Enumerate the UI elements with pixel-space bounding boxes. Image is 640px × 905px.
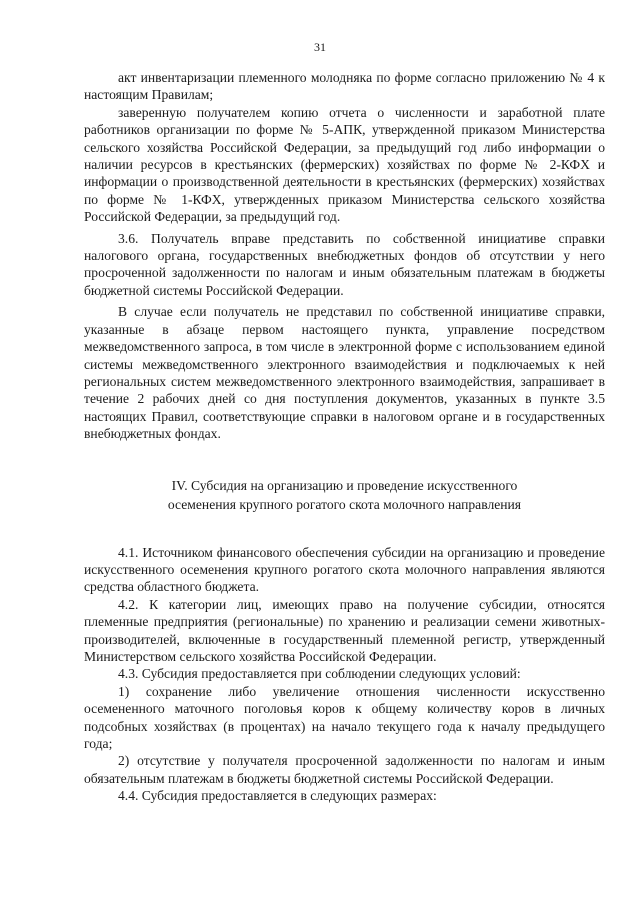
paragraph-interagency-request: В случае если получатель не представил по собственной инициативе справки, указанные в абзаце первом настоящего пункта, управление посредством межведомственного запроса, в том числе в электронной форме с использованием единой системы межведомственного электронного взаимодействия и подключаемых к ней региональных систем межведомственного электронного взаимодействия, запрашивает в течение 2 рабочих дней со дня поступления документов, указанных в пункте 3.5 настоящих Правил, соответствующие справки в налоговом органе и в государственных внебюджетных фондах.	[84, 304, 605, 442]
section-heading-line-1: IV. Субсидия на организацию и проведение искусственного	[171, 477, 518, 493]
paragraph-salary-report: заверенную получателем копию отчета о численности и заработной плате работников организации по форме № 5-АПК, утвержденной приказом Министерства сельского хозяйства Российской Федерации, за предыдущий год либо информации о наличии ресурсов в крестьянских (фермерских) хозяйствах по форме № 2-КФХ и информации о производственной деятельности в крестьянских (фермерских) хозяйствах по форме № 1-КФХ, утвержденных приказом Министерства сельского хозяйства Российской Федерации, за предыдущий год.	[84, 104, 605, 225]
paragraph-condition-2: 2) отсутствие у получателя просроченной задолженности по налогам и иным обязательным платежам в бюджеты бюджетной системы Российской Федерации.	[84, 753, 605, 786]
paragraph-condition-1: 1) сохранение либо увеличение отношения численности искусственно осемененного маточного поголовья коров к общему количеству коров в личных подсобных хозяйствах (в процентах) на начало текущего года к началу предыдущего года;	[84, 683, 605, 751]
paragraph-3-6: 3.6. Получатель вправе представить по собственной инициативе справки налогового органа, государственных внебюджетных фондов об отсутствии у него просроченной задолженности по налогам и иным обязательным платежам в бюджеты бюджетной системы Российской Федерации.	[84, 230, 605, 298]
page-number: 31	[314, 40, 326, 54]
section-heading-line-2: осеменения крупного рогатого скота молочного направления	[167, 496, 522, 512]
paragraph-4-4: 4.4. Субсидия предоставляется в следующих размерах:	[118, 788, 437, 804]
paragraph-4-3: 4.3. Субсидия предоставляется при соблюдении следующих условий:	[118, 666, 521, 682]
paragraph-inventory-act: акт инвентаризации племенного молодняка по форме согласно приложению № 4 к настоящим Правилам;	[84, 70, 605, 103]
paragraph-4-2: 4.2. К категории лиц, имеющих право на получение субсидии, относятся племенные предприятия (региональные) по хранению и реализации семени животных-производителей, включенные в государственный племенной регистр, утвержденный Министерством сельского хозяйства Российской Федерации.	[84, 596, 605, 664]
document-body	[84, 69, 605, 805]
paragraph-4-1: 4.1. Источником финансового обеспечения субсидии на организацию и проведение искусственного осеменения крупного рогатого скота молочного направления являются средства областного бюджета.	[84, 544, 605, 595]
section-heading	[84, 476, 605, 514]
